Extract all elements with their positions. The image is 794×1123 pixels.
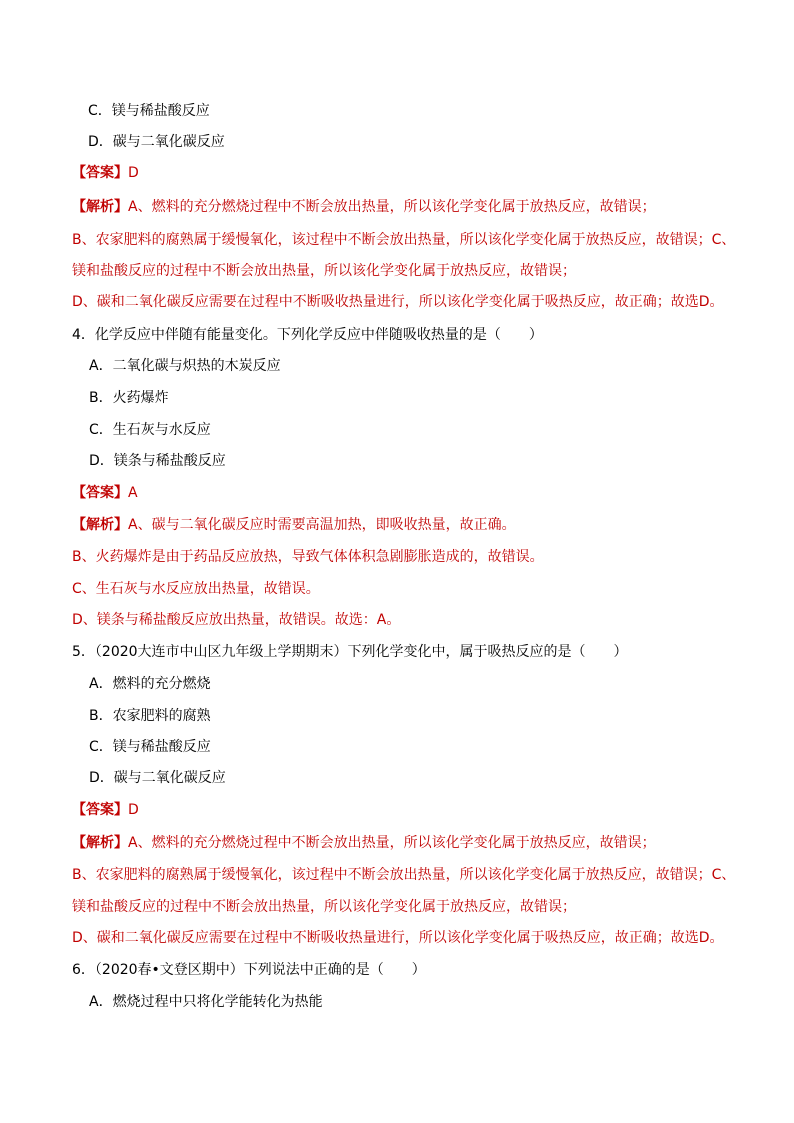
option-c: C．镁与稀盐酸反应 [89, 739, 211, 755]
analysis-text: C、生石灰与水反应放出热量，故错误。 [72, 581, 320, 597]
answer-line [72, 800, 139, 820]
answer-tag: 【答案】 [72, 802, 128, 818]
analysis-text: A、燃料的充分燃烧过程中不断会放出热量，所以该化学变化属于放热反应，故错误； [128, 199, 656, 215]
analysis-text: A、碳与二氧化碳反应时需要高温加热，即吸收热量，故正确。 [128, 517, 516, 533]
analysis-line [72, 197, 656, 217]
option-a: A．燃料的充分燃烧 [89, 676, 211, 692]
question-5: 5．（2020大连市中山区九年级上学期期末）下列化学变化中，属于吸热反应的是（ ） [72, 644, 628, 660]
option-c: C．镁与稀盐酸反应 [88, 103, 210, 119]
question-6: 6．（2020春•文登区期中）下列说法中正确的是（ ） [72, 962, 426, 978]
option-c: C．生石灰与水反应 [89, 422, 211, 438]
analysis-text: A、燃料的充分燃烧过程中不断会放出热量，所以该化学变化属于放热反应，故错误； [128, 835, 656, 851]
analysis-tag: 【解析】 [72, 199, 128, 215]
analysis-tag: 【解析】 [72, 835, 128, 851]
analysis-text: B、农家肥料的腐熟属于缓慢氧化，该过程中不断会放出热量，所以该化学变化属于放热反应，故错误；C、 [72, 867, 736, 883]
analysis-text: B、火药爆炸是由于药品反应放热，导致气体体积急剧膨胀造成的，故错误。 [72, 549, 544, 565]
option-d: D．碳与二氧化碳反应 [89, 770, 226, 786]
option-b: B．火药爆炸 [89, 390, 169, 406]
answer-value: D [128, 802, 139, 818]
answer-line [72, 483, 138, 503]
analysis-text: 镁和盐酸反应的过程中不断会放出热量，所以该化学变化属于放热反应，故错误； [72, 263, 576, 279]
analysis-text: B、农家肥料的腐熟属于缓慢氧化，该过程中不断会放出热量，所以该化学变化属于放热反应，故错误；C、 [72, 232, 736, 248]
option-b: B．农家肥料的腐熟 [89, 708, 211, 724]
answer-tag: 【答案】 [72, 165, 128, 181]
option-d: D．碳与二氧化碳反应 [88, 134, 225, 150]
analysis-text: 镁和盐酸反应的过程中不断会放出热量，所以该化学变化属于放热反应，故错误； [72, 899, 576, 915]
analysis-text: D、镁条与稀盐酸反应放出热量，故错误。故选：A。 [72, 612, 401, 628]
analysis-text: D、碳和二氧化碳反应需要在过程中不断吸收热量进行，所以该化学变化属于吸热反应，故正确；故选D。 [72, 294, 724, 310]
answer-line [72, 163, 139, 183]
answer-value: D [128, 165, 139, 181]
answer-value: A [128, 485, 138, 501]
option-a: A．燃烧过程中只将化学能转化为热能 [89, 994, 323, 1010]
analysis-line [72, 515, 516, 535]
answer-tag: 【答案】 [72, 485, 128, 501]
option-a: A．二氧化碳与炽热的木炭反应 [89, 358, 281, 374]
option-d: D．镁条与稀盐酸反应 [89, 453, 226, 469]
analysis-text: D、碳和二氧化碳反应需要在过程中不断吸收热量进行，所以该化学变化属于吸热反应，故正确；故选D。 [72, 930, 724, 946]
analysis-line [72, 833, 656, 853]
question-4: 4．化学反应中伴随有能量变化。下列化学反应中伴随吸收热量的是（ ） [72, 327, 543, 343]
analysis-tag: 【解析】 [72, 517, 128, 533]
